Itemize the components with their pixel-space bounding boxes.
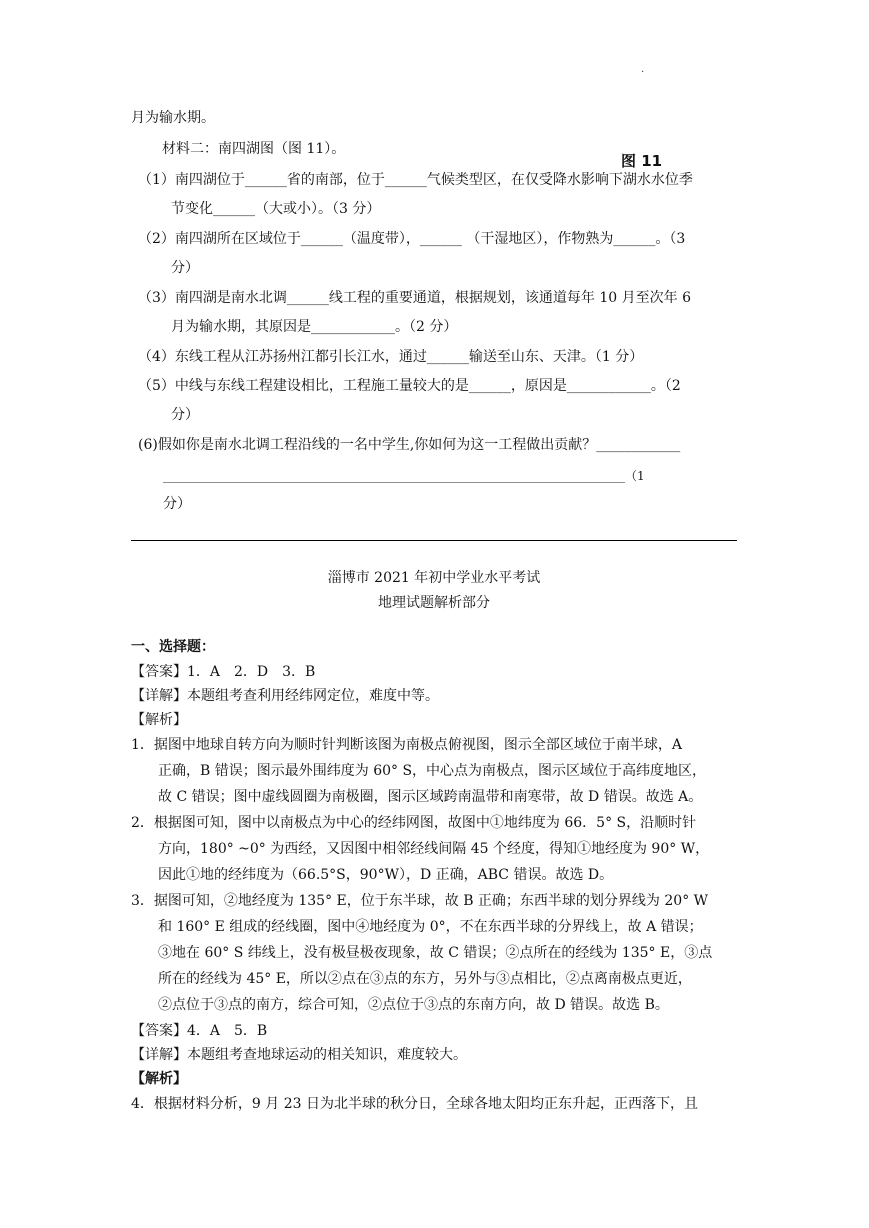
detail-1: 【详解】本题组考查利用经纬网定位，难度中等。 — [131, 688, 439, 704]
question-5-line1: （5）中线与东线工程建设相比，工程施工量较大的是______，原因是____________。（2 — [138, 378, 681, 394]
question-1-line1: （1）南四湖位于______省的南部，位于______气候类型区，在仅受降水影响下湖水水位季 — [138, 172, 693, 188]
exam-title: 淄博市 2021 年初中学业水平考试 — [327, 570, 541, 586]
header-dot: . — [641, 64, 645, 75]
question-6-line2: _____________________________________________________________________________（1 — [163, 469, 645, 483]
item-4-line1: 4．根据材料分析，9 月 23 日为北半球的秋分日，全球各地太阳均正东升起，正西落下，且 — [131, 1096, 698, 1112]
section-heading: 一、选择题： — [131, 639, 215, 655]
item-3-line1: 3．据图可知，②地经度为 135° E，位于东半球，故 B 正确；东西半球的划分界线为 20° W — [131, 893, 709, 909]
question-6-line1: (6)假如你是南水北调工程沿线的一名中学生,你如何为这一工程做出贡献？____________ — [138, 437, 681, 453]
item-3-line3: ③地在 60° S 纬线上，没有极昼极夜现象，故 C 错误；②点所在的经线为 135° E，③点 — [158, 945, 713, 961]
parse-2: 【解析】 — [131, 1071, 187, 1087]
question-1-line2: 节变化______（大或小）。（3 分） — [171, 201, 381, 217]
continued-line: 月为输水期。 — [131, 110, 215, 126]
exam-subtitle: 地理试题解析部分 — [378, 595, 490, 611]
item-3-line2: 和 160° E 组成的经线圈，图中④地经度为 0°，不在东西半球的分界线上，故 A 错误； — [158, 919, 703, 935]
figure-label: 图 11 — [621, 152, 663, 170]
item-2-line2: 方向，180° ~0° 为西经，又因图中相邻经线间隔 45 个经度，得知①地经度为 90° W， — [158, 841, 710, 857]
question-3-line1: （3）南四湖是南水北调______线工程的重要通道，根据规划，该通道每年 10 月至次年 6 — [138, 290, 691, 306]
detail-2: 【详解】本题组考查地球运动的相关知识，难度较大。 — [131, 1047, 467, 1063]
material-two: 材料二：南四湖图（图 11）。 — [162, 141, 346, 157]
section-divider — [131, 540, 737, 541]
item-2-line3: 因此①地的经纬度为（66.5°S，90°W），D 正确，ABC 错误。故选 D。 — [158, 867, 614, 883]
item-2-line1: 2．根据图可知，图中以南极点为中心的经纬网图，故图中①地纬度为 66．5° S，沿顺时针 — [131, 815, 697, 831]
question-4-line1: （4）东线工程从江苏扬州江都引长江水，通过______输送至山东、天津。（1 分） — [138, 349, 644, 365]
question-5-line2: 分） — [171, 407, 199, 423]
item-1-line2: 正确，B 错误；图示最外围纬度为 60° S，中心点为南极点，图示区域位于高纬度地区， — [158, 763, 707, 779]
answer-1: 【答案】1．A 2．D 3．B — [131, 664, 316, 680]
item-3-line5: ②点位于③点的南方，综合可知，②点位于③点的东南方向，故 D 错误。故选 B。 — [158, 997, 669, 1013]
item-1-line3: 故 C 错误；图中虚线圆圈为南极圈，图示区域跨南温带和南寒带，故 D 错误。故选 A。 — [158, 789, 703, 805]
item-1-line1: 1．据图中地球自转方向为顺时针判断该图为南极点俯视图，图示全部区域位于南半球，A — [131, 737, 683, 753]
item-3-line4: 所在的经线为 45° E，所以②点在③点的东方，另外与③点相比，②点离南极点更近， — [158, 971, 692, 987]
question-6-line3: 分） — [163, 496, 191, 512]
question-2-line2: 分） — [171, 260, 199, 276]
answer-2: 【答案】4．A 5．B — [131, 1023, 268, 1039]
parse-1: 【解析】 — [131, 712, 187, 728]
question-2-line1: （2）南四湖所在区域位于______（温度带），______ （干湿地区），作物熟为______。（3 — [138, 231, 686, 247]
question-3-line2: 月为输水期，其原因是____________。（2 分） — [171, 319, 458, 335]
